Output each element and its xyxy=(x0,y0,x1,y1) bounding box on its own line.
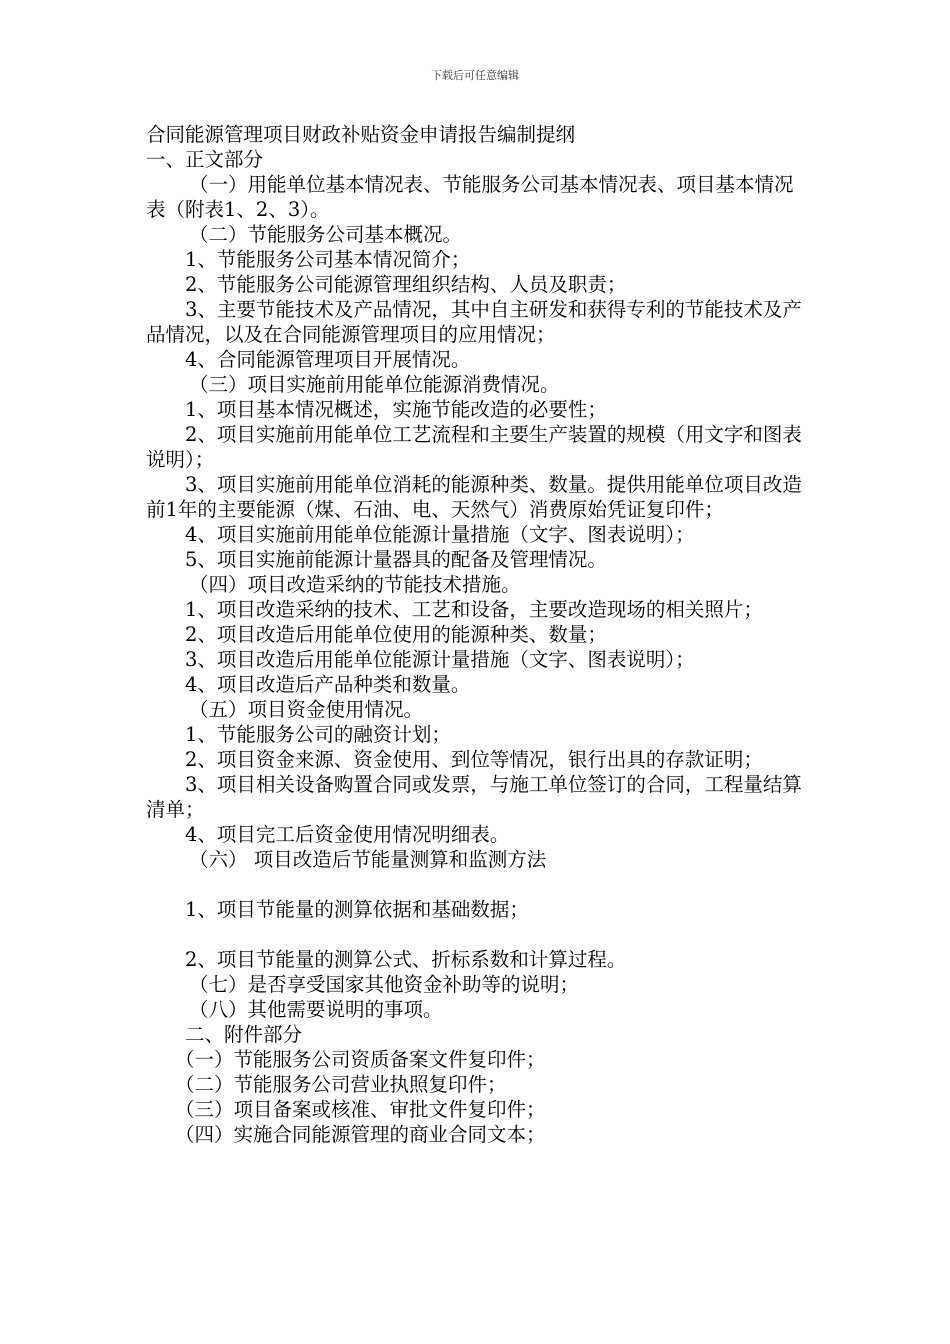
document-paragraph: （七）是否享受国家其他资金补助等的说明； xyxy=(189,973,580,996)
document-paragraph: 4、合同能源管理项目开展情况。 xyxy=(185,348,471,371)
document-paragraph: 1、项目节能量的测算依据和基础数据； xyxy=(185,898,529,921)
document-body xyxy=(146,122,808,1147)
document-paragraph: （一）用能单位基本情况表、节能服务公司基本情况表、项目基本情况表（附表1、2、3）。 xyxy=(146,173,794,221)
document-paragraph: 1、节能服务公司基本情况简介； xyxy=(185,248,471,271)
document-paragraph: 2、项目实施前用能单位工艺流程和主要生产装置的规模（用文字和图表说明）； xyxy=(146,423,802,471)
document-paragraph: 2、节能服务公司能源管理组织结构、人员及职责； xyxy=(185,273,627,296)
page-header: 下载后可任意编辑 xyxy=(431,69,519,82)
document-paragraph: 5、项目实施前能源计量器具的配备及管理情况。 xyxy=(185,548,607,571)
document-paragraph: 3、主要节能技术及产品情况，其中自主研发和获得专利的节能技术及产品情况，以及在合同能源管理项目的应用情况； xyxy=(146,298,802,346)
document-paragraph: （四）实施合同能源管理的商业合同文本； xyxy=(175,1123,546,1146)
document-paragraph: （三）项目备案或核准、审批文件复印件； xyxy=(175,1098,546,1121)
document-paragraph: 2、项目节能量的测算公式、折标系数和计算过程。 xyxy=(185,948,627,971)
document-paragraph: （一）节能服务公司资质备案文件复印件； xyxy=(175,1048,546,1071)
document-paragraph: （四）项目改造采纳的节能技术措施。 xyxy=(189,573,521,596)
document-paragraph: 3、项目改造后用能单位能源计量措施（文字、图表说明）； xyxy=(185,648,695,671)
document-paragraph: 2、项目改造后用能单位使用的能源种类、数量； xyxy=(185,623,607,646)
document-paragraph: 4、项目改造后产品种类和数量。 xyxy=(185,673,471,696)
document-paragraph: 3、项目实施前用能单位消耗的能源种类、数量。提供用能单位项目改造前1年的主要能源（煤、石油、电、天然气）消费原始凭证复印件； xyxy=(146,473,802,521)
document-paragraph: 一、正文部分 xyxy=(146,148,264,171)
document-paragraph: （三）项目实施前用能单位能源消费情况。 xyxy=(189,373,560,396)
document-paragraph: 4、项目实施前用能单位能源计量措施（文字、图表说明）； xyxy=(185,523,695,546)
document-paragraph: （六） 项目改造后节能量测算和监测方法 xyxy=(189,848,547,871)
document-paragraph: （二）节能服务公司营业执照复印件； xyxy=(175,1073,507,1096)
document-paragraph: 3、项目相关设备购置合同或发票，与施工单位签订的合同，工程量结算清单； xyxy=(146,773,802,821)
document-paragraph: 1、节能服务公司的融资计划； xyxy=(185,723,451,746)
blank-line xyxy=(146,872,808,897)
document-title: 合同能源管理项目财政补贴资金申请报告编制提纲 xyxy=(146,123,576,146)
blank-line xyxy=(146,922,808,947)
document-paragraph: 1、项目改造采纳的技术、工艺和设备，主要改造现场的相关照片； xyxy=(185,598,763,621)
document-paragraph: 1、项目基本情况概述，实施节能改造的必要性； xyxy=(185,398,607,421)
document-paragraph: （五）项目资金使用情况。 xyxy=(189,698,424,721)
document-paragraph: 二、附件部分 xyxy=(185,1023,303,1046)
document-paragraph: 2、项目资金来源、资金使用、到位等情况，银行出具的存款证明； xyxy=(185,748,763,771)
document-paragraph: （八）其他需要说明的事项。 xyxy=(189,998,443,1021)
document-paragraph: （二）节能服务公司基本概况。 xyxy=(189,223,463,246)
document-lines xyxy=(146,147,808,1147)
document-paragraph: 4、项目完工后资金使用情况明细表。 xyxy=(185,823,510,846)
